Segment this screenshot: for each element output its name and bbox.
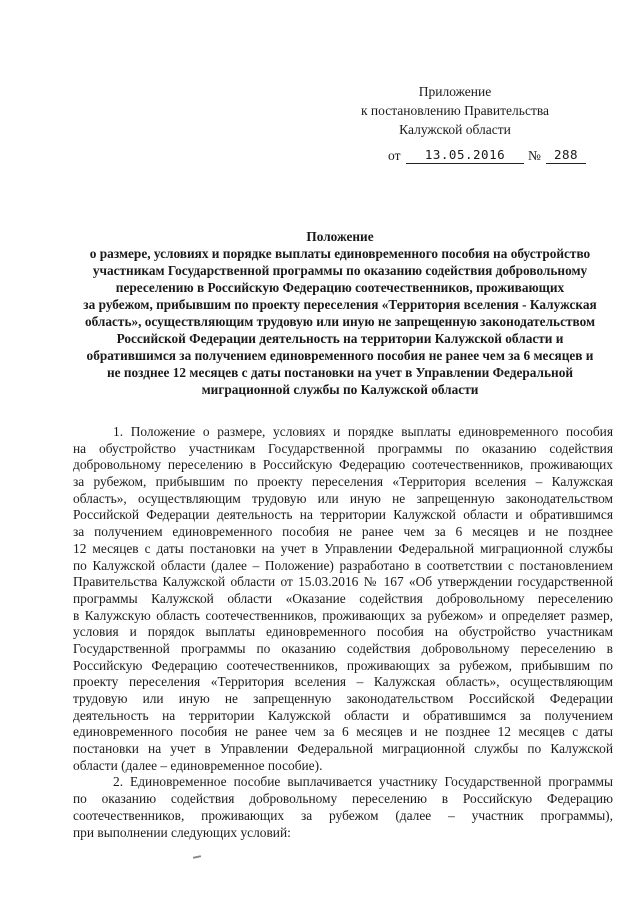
body-line: проекту переселения «Территория вселения – Калужская область», осуществляющим: [73, 674, 613, 690]
title-line: Российской Федерации деятельность на территории Калужской области и: [116, 331, 564, 346]
body-line: 2. Единовременное пособие выплачивается участнику Государственной программы: [113, 774, 613, 790]
body-line: в Калужскую область соотечественников, проживающих за рубежом» и определяет размер,: [73, 607, 613, 623]
document-title: [66, 228, 614, 398]
body-line: за получением единовременного пособия не ранее чем за 6 месяцев и не позднее: [73, 524, 613, 540]
title-line: за рубежом, прибывшим по проекту переселения «Территория вселения - Калужская: [83, 297, 597, 312]
body-line: деятельность на территории Калужской области и обратившимся за получением: [73, 707, 613, 723]
body-line: за рубежом, прибывшим по проекту переселения «Территория вселения – Калужская: [73, 474, 613, 490]
body-line: при выполнении следующих условий:: [73, 824, 291, 840]
from-label: от: [388, 148, 401, 163]
registration-line: [388, 145, 598, 167]
title-line: о размере, условиях и порядке выплаты единовременного пособия на обустройство: [89, 246, 591, 261]
title-line: обратившимся за получением единовременного пособия не ранее чем за 6 месяцев и: [86, 348, 594, 363]
body-line: соотечественников, проживающих за рубежом (далее – участник программы),: [73, 807, 613, 823]
decree-number: 288: [546, 147, 586, 164]
title-line: переселению в Российскую Федерацию соотечественников, проживающих: [115, 280, 565, 295]
appendix-line: к постановлению Правительства: [360, 103, 550, 118]
body-line: постановки на учет в Управлении Федеральной миграционной службы по Калужской: [73, 741, 613, 757]
body-line: область», осуществляющим трудовую или иную не запрещенную законодательством: [73, 490, 613, 506]
appendix-line: Приложение: [418, 84, 492, 99]
title-line: миграционной службы по Калужской области: [201, 382, 479, 397]
decree-date: 13.05.2016: [406, 147, 524, 164]
title-line: не позднее 12 месяцев с даты постановки на учет в Управлении Федеральной: [106, 365, 574, 380]
title-line: участникам Государственной программы по оказанию содействия добровольному: [92, 263, 588, 278]
body-line: по оказанию содействия добровольному переселению в Российскую Федерацию: [73, 791, 613, 807]
body-line: 1. Положение о размере, условиях и порядке выплаты единовременного пособия: [113, 424, 613, 439]
body-line: Российской Федерации деятельность на территории Калужской области и обратившимся: [73, 507, 613, 523]
title-line: область», осуществляющим трудовую или иную не запрещенную законодательством: [84, 314, 596, 329]
body-line: по Калужской области (далее – Положение) разработано в соответствии с постановлением: [73, 557, 613, 573]
paragraph-2: [73, 774, 613, 841]
body-line: добровольному переселению в Российскую Федерацию соотечественников, проживающих: [73, 457, 613, 473]
paragraph-1: [73, 424, 613, 774]
scan-speck: [193, 855, 201, 859]
body-line: области (далее – единовременное пособие).: [73, 757, 323, 773]
body-line: 12 месяцев с даты постановки на учет в Управлении Федеральной миграционной службы: [73, 540, 613, 556]
body-line: на обустройство участникам Государственной программы по оказанию содействия: [73, 440, 613, 456]
body-line: программы Калужской области «Оказание содействия добровольному переселению: [73, 590, 613, 606]
title-line: Положение: [306, 229, 374, 244]
document-body: [73, 424, 613, 841]
appendix-line: Калужской области: [399, 122, 511, 137]
number-label: №: [528, 148, 541, 163]
body-line: условия и порядок выплаты единовременного пособия на обустройство участникам: [73, 624, 613, 640]
appendix-block: [330, 82, 580, 139]
body-line: Государственной программы по оказанию содействия добровольному переселению в: [73, 640, 613, 656]
body-line: Российскую Федерацию соотечественников, проживающих за рубежом, прибывшим по: [73, 657, 613, 673]
body-line: единовременного пособия не ранее чем за 6 месяцев и не позднее 12 месяцев с даты: [73, 724, 613, 740]
body-line: Правительства Калужской области от 15.03.2016 № 167 «Об утверждении государственной: [73, 574, 613, 590]
body-line: трудовую или иную не запрещенную законодательством Российской Федерации: [73, 691, 613, 706]
